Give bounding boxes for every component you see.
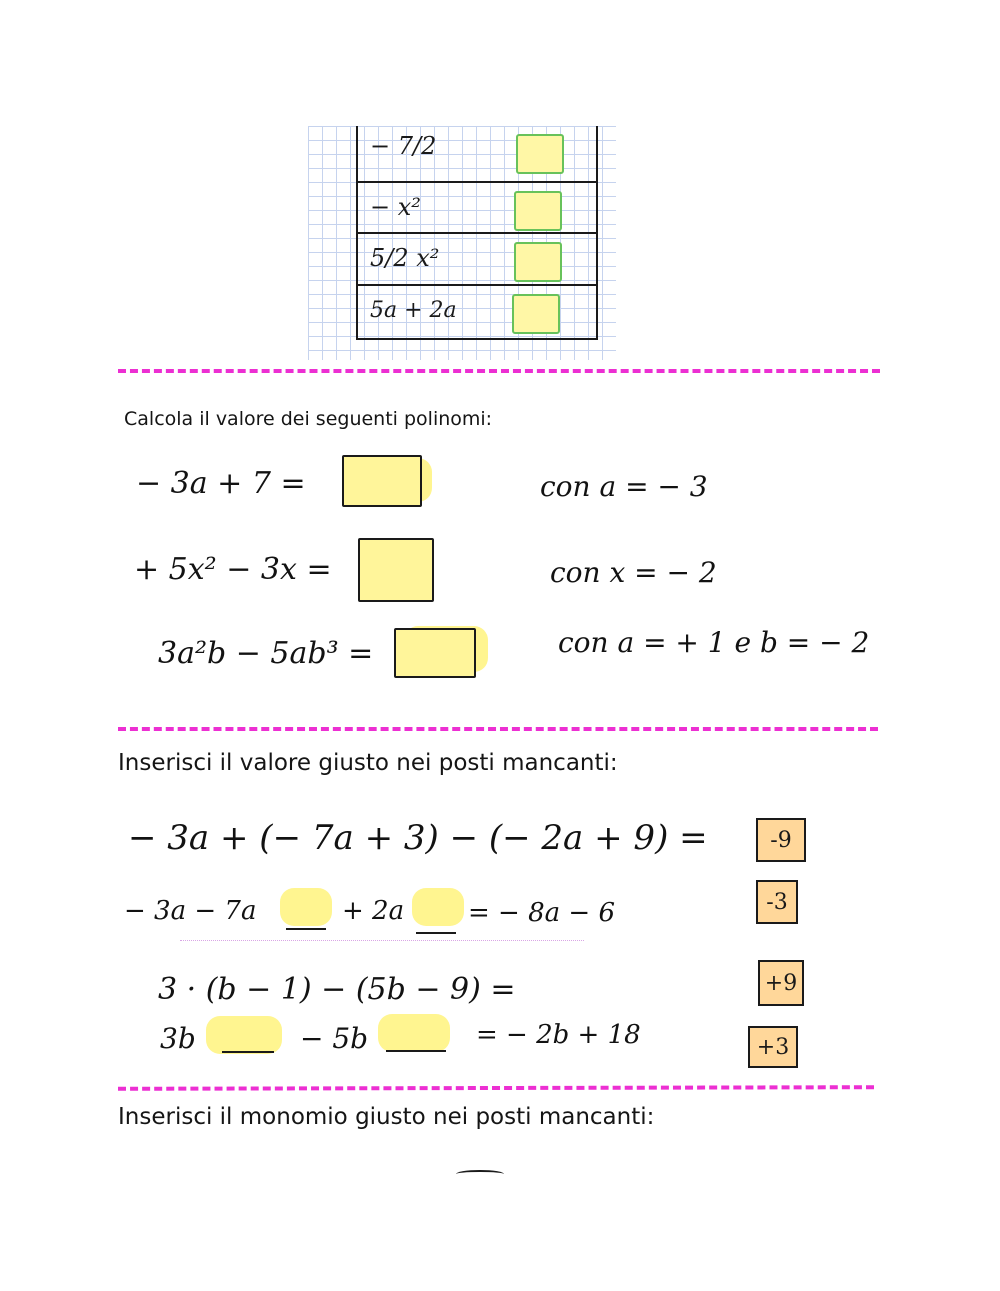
equation-line: 3 · (b − 1) − (5b − 9) = — [158, 972, 516, 1007]
table-frame — [356, 126, 598, 340]
highlight-mark — [412, 888, 464, 926]
condition-text: con a = + 1 e b = − 2 — [558, 626, 870, 659]
answer-drop-box[interactable] — [394, 628, 476, 678]
answer-drop-box[interactable] — [342, 455, 422, 507]
equation-line: − 5b — [300, 1022, 369, 1055]
equation-line: − 3a + (− 7a + 3) − (− 2a + 9) = — [128, 818, 708, 858]
expression-table — [308, 126, 616, 360]
answer-drop-box[interactable] — [516, 134, 564, 174]
table-row — [358, 126, 596, 178]
answer-chip[interactable] — [758, 960, 804, 1006]
equation-line: = − 2b + 18 — [476, 1020, 641, 1050]
section-divider — [118, 1085, 874, 1091]
section-heading: Inserisci il monomio giusto nei posti mancanti: — [118, 1104, 655, 1130]
highlight-mark — [280, 888, 332, 926]
polynomial-expression: 3a²b − 5ab³ = — [158, 636, 374, 671]
section-heading: Inserisci il valore giusto nei posti mancanti: — [118, 750, 618, 776]
equation-line: 3b — [160, 1022, 196, 1055]
answer-drop-box[interactable] — [514, 191, 562, 231]
chip-label: -3 — [766, 889, 788, 915]
section-divider — [118, 369, 880, 373]
table-expression: 5a + 2a — [370, 298, 457, 323]
highlight-mark — [206, 1016, 282, 1054]
equation-line: + 2a — [342, 896, 405, 926]
chip-label: +9 — [764, 970, 798, 996]
table-expression: − x² — [370, 193, 421, 221]
answer-drop-box[interactable] — [514, 242, 562, 282]
table-row — [358, 232, 596, 284]
polynomial-expression: + 5x² − 3x = — [134, 552, 332, 587]
table-row — [358, 284, 596, 338]
answer-chip[interactable] — [748, 1026, 798, 1068]
table-row — [358, 181, 596, 233]
blank-slot[interactable] — [416, 932, 456, 934]
blank-slot[interactable] — [222, 1051, 274, 1053]
highlight-mark — [378, 1014, 450, 1052]
equation-line: − 3a − 7a — [124, 896, 257, 926]
polynomial-expression: − 3a + 7 = — [136, 466, 306, 501]
table-expression: 5/2 x² — [370, 244, 440, 272]
blank-slot[interactable] — [386, 1050, 446, 1052]
section-divider — [118, 727, 878, 731]
table-expression: − 7/2 — [370, 132, 437, 160]
answer-chip[interactable] — [756, 818, 806, 862]
blank-slot[interactable] — [286, 928, 326, 930]
condition-text: con x = − 2 — [550, 556, 717, 589]
answer-drop-box[interactable] — [358, 538, 434, 602]
chip-label: +3 — [756, 1034, 790, 1060]
dotted-guide — [180, 940, 584, 941]
chip-label: -9 — [770, 827, 792, 853]
condition-text: con a = − 3 — [540, 470, 708, 503]
equation-line: = − 8a − 6 — [468, 898, 615, 928]
answer-chip[interactable] — [756, 880, 798, 924]
pen-stroke — [456, 1170, 504, 1178]
section-heading: Calcola il valore dei seguenti polinomi: — [124, 408, 493, 430]
answer-drop-box[interactable] — [512, 294, 560, 334]
